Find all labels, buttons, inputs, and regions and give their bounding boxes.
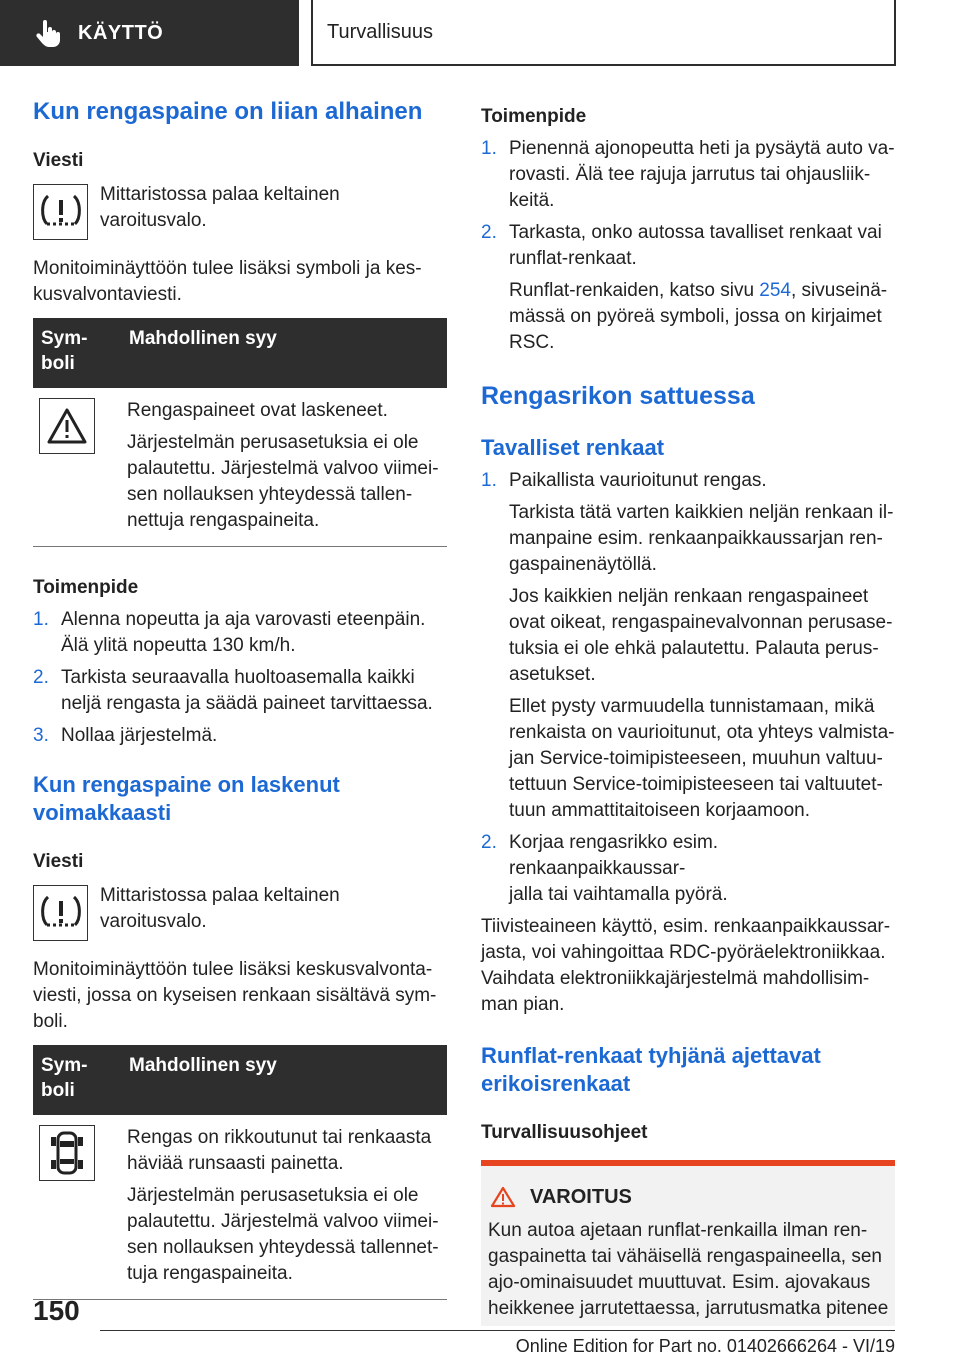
footer-divider <box>100 1330 895 1331</box>
steps-list-1 <box>33 607 447 749</box>
symbol-table-1 <box>33 318 447 547</box>
heading-strong-drop: Kun rengaspaine on laskenut voimakkaasti <box>33 772 340 825</box>
warning-triangle-icon <box>490 1186 516 1208</box>
hand-pointer-icon <box>34 18 64 48</box>
warning-title-row <box>490 1184 889 1210</box>
message-text: Mittaristossa palaa keltainen varoitusvalo. <box>100 184 340 231</box>
intro-para <box>33 256 447 308</box>
table-row <box>33 388 447 547</box>
intro-line: kusvalvontaviesti. <box>33 284 182 305</box>
list-item: 2. Tarkasta, onko autossa tavalliset renkaat vai runflat-renkaat. Runflat-renkaiden, katso sivu 254, sivuseinä- mässä on pyöreä symboli, jossa on kirjaimet RSC. <box>481 222 888 353</box>
table-header-symbol: Sym- boli <box>33 1045 121 1115</box>
table-cell-symbol <box>33 1115 121 1300</box>
table-header-symbol: Sym- boli <box>33 318 121 388</box>
message-row <box>33 182 447 240</box>
warning-title: VAROITUS <box>530 1186 632 1208</box>
table-header-cause: Mahdollinen syy <box>121 318 447 388</box>
section-title: Turvallisuus <box>327 21 433 43</box>
viesti-label: Viesti <box>33 150 84 171</box>
car-tire-damage-icon <box>39 1125 95 1181</box>
toimenpide-label: Toimenpide <box>33 577 139 598</box>
message-text: Mittaristossa palaa keltainen varoitusvalo. <box>100 885 340 932</box>
steps-list-2 <box>481 136 895 356</box>
tire-pressure-warning-icon <box>33 885 88 941</box>
warning-text: Kun autoa ajetaan runflat-renkailla ilman ren- gaspainetta tai vähäisellä rengaspaineella, sen ajo-ominaisuudet muuttuvat. Esim. ajovakaus heikkenee jarrutettaessa, jarrutusmatka pitenee <box>488 1220 889 1319</box>
footer-edition: Online Edition for Part no. 01402666264 - VI/19 <box>515 1336 895 1356</box>
list-item: 1. Alenna nopeutta ja aja varovasti eteenpäin. Älä ylitä nopeutta 130 km/h. <box>33 609 426 656</box>
safety-label: Turvallisuusohjeet <box>481 1122 648 1143</box>
list-item: 2. Tarkista seuraavalla huoltoasemalla kaikki neljä rengasta ja säädä paineet tarvittaessa. <box>33 667 433 714</box>
intro-line: Monitoiminäyttöön tulee lisäksi symboli ja kes- <box>33 258 422 279</box>
table-header-row <box>33 1045 447 1115</box>
right-column <box>481 104 895 1326</box>
section-tab[interactable] <box>311 0 896 66</box>
heading-low-pressure: Kun rengaspaine on liian alhainen <box>33 98 423 125</box>
warning-triangle-icon <box>39 398 95 454</box>
chapter-tab[interactable] <box>0 0 299 66</box>
sealant-para: Tiivisteaineen käyttö, esim. renkaanpaikkaussar- jasta, voi vahingoittaa RDC-pyöräelektroniikkaa. Vaihdata elektroniikkajärjestelmä mahdollisim- man pian. <box>481 916 891 1015</box>
heading-tire-damage: Rengasrikon sattuessa <box>481 382 755 410</box>
table-cell-cause: Rengas on rikkoutunut tai renkaasta häviää runsaasti painetta. Järjestelmän perusasetuksia ei ole palautettu. Järjestelmä valvoo viimei- sen nollauksen yhteydessä tallennet- tuja rengaspaineita. <box>121 1115 447 1300</box>
page-number: 150 <box>33 1295 80 1326</box>
table-cell-cause: Rengaspaineet ovat laskeneet. Järjestelmän perusasetuksia ei ole palautettu. Järjestelmä valvoo viimei- sen nollauksen yhteydessä tallen- nettuja rengaspaineita. <box>121 388 447 547</box>
table-cell-symbol <box>33 388 121 547</box>
table-header-cause: Mahdollinen syy <box>121 1045 447 1115</box>
left-column <box>33 98 447 1300</box>
symbol-table-2 <box>33 1045 447 1300</box>
steps-list-3 <box>481 468 895 908</box>
list-item: 1. Paikallista vaurioitunut rengas. Tarkista tätä varten kaikkien neljän renkaan il- manpaine esim. renkaanpaikkaussarjan ren- gaspainenäytöllä. Jos kaikkien neljän renkaan rengaspaineet ovat oikeat, rengaspainevalvonnan perusase- tuksia ei ole ehkä palautettu. Palauta perus- asetukset. Ellet pysty varmuudella tunnistamaan, mikä renkaista on vaurioitunut, ota yhteys valmista- jan Service-toimipisteeseen, muuhun valtuu- tettuun Service-toimipisteeseen tai valtuutet- tuun ammattitaitoiseen korjaamoon. <box>481 470 895 821</box>
list-item: 2. Korjaa rengasrikko esim. renkaanpaikkaussar- jalla tai vaihtamalla pyörä. <box>481 832 728 905</box>
intro-para: Monitoiminäyttöön tulee lisäksi keskusvalvonta- viesti, jossa on kyseisen renkaan sisältävä sym- boli. <box>33 959 437 1032</box>
table-header-row <box>33 318 447 388</box>
toimenpide-label: Toimenpide <box>481 106 587 127</box>
warning-box <box>481 1160 895 1326</box>
page-link[interactable]: 254 <box>759 280 791 301</box>
heading-normal-tires: Tavalliset renkaat <box>481 435 665 460</box>
viesti-label: Viesti <box>33 851 84 872</box>
list-item: 3. Nollaa järjestelmä. <box>33 725 218 746</box>
chapter-title: KÄYTTÖ <box>78 22 164 44</box>
tire-pressure-warning-icon <box>33 184 88 240</box>
list-item: 1. Pienennä ajonopeutta heti ja pysäytä auto va- rovasti. Älä tee rajuja jarrutus tai ohjausliik- keitä. <box>481 138 895 211</box>
message-row <box>33 883 447 941</box>
table-row <box>33 1115 447 1300</box>
heading-runflat: Runflat-renkaat tyhjänä ajettavat erikoisrenkaat <box>481 1043 821 1096</box>
